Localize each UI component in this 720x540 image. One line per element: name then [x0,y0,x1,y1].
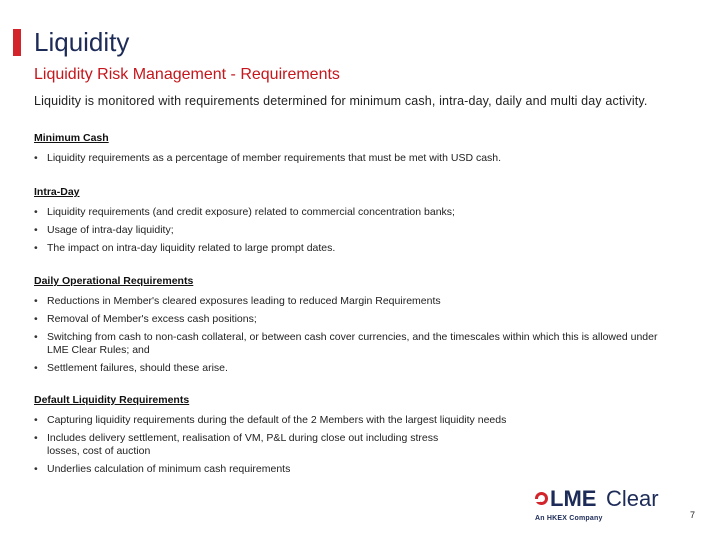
list-item: • Liquidity requirements (and credit exposure) related to commercial concentration banks; [34,206,674,219]
list-item: • Switching from cash to non-cash collateral, or between cash cover currencies, and the timescales within which this is allowed under LME Clear Rules; and [34,331,674,356]
section-heading: Minimum Cash [34,132,109,144]
list-item: • Capturing liquidity requirements during the default of the 2 Members with the largest liquidity needs [34,414,647,427]
section-heading: Default Liquidity Requirements [34,394,190,406]
list-item: • Liquidity requirements as a percentage of member requirements that must be met with USD cash. [34,152,674,165]
page-number: 7 [690,510,696,520]
bullet-list [34,206,674,255]
section-heading: Intra-Day [34,186,80,198]
intro-text: Liquidity is monitored with requirements determined for minimum cash, intra-day, daily and multi day activity. [34,94,648,108]
bullet-list [34,295,674,374]
list-item: • Removal of Member's excess cash positions; [34,313,674,326]
slide-subtitle: Liquidity Risk Management - Requirements [34,66,340,83]
bullet-list [34,152,674,165]
section-daily-operational [34,275,674,380]
list-item: • The impact on intra-day liquidity related to large prompt dates. [34,242,674,255]
list-item: • Usage of intra-day liquidity; [34,224,674,237]
logo-clear-text: Clear [606,486,659,511]
section-minimum-cash [34,132,674,170]
section-heading: Daily Operational Requirements [34,275,194,287]
title-accent-bar [13,29,21,56]
bullet-list [34,414,507,475]
list-item: • Settlement failures, should these arise. [34,362,674,375]
logo-lme-text: LME [550,486,597,511]
list-item: • Reductions in Member's cleared exposures leading to reduced Margin Requirements [34,295,674,308]
page-title: Liquidity [34,27,130,57]
section-default-liquidity [34,394,507,481]
logo-tagline: An HKEX Company [535,515,603,522]
list-item: • Underlies calculation of minimum cash requirements [34,463,454,476]
list-item: • Includes delivery settlement, realisation of VM, P&L during close out including stress losses, cost of auction [34,432,454,457]
section-intra-day [34,186,674,260]
logo-ring-icon [535,492,548,505]
lme-clear-logo [533,486,673,527]
